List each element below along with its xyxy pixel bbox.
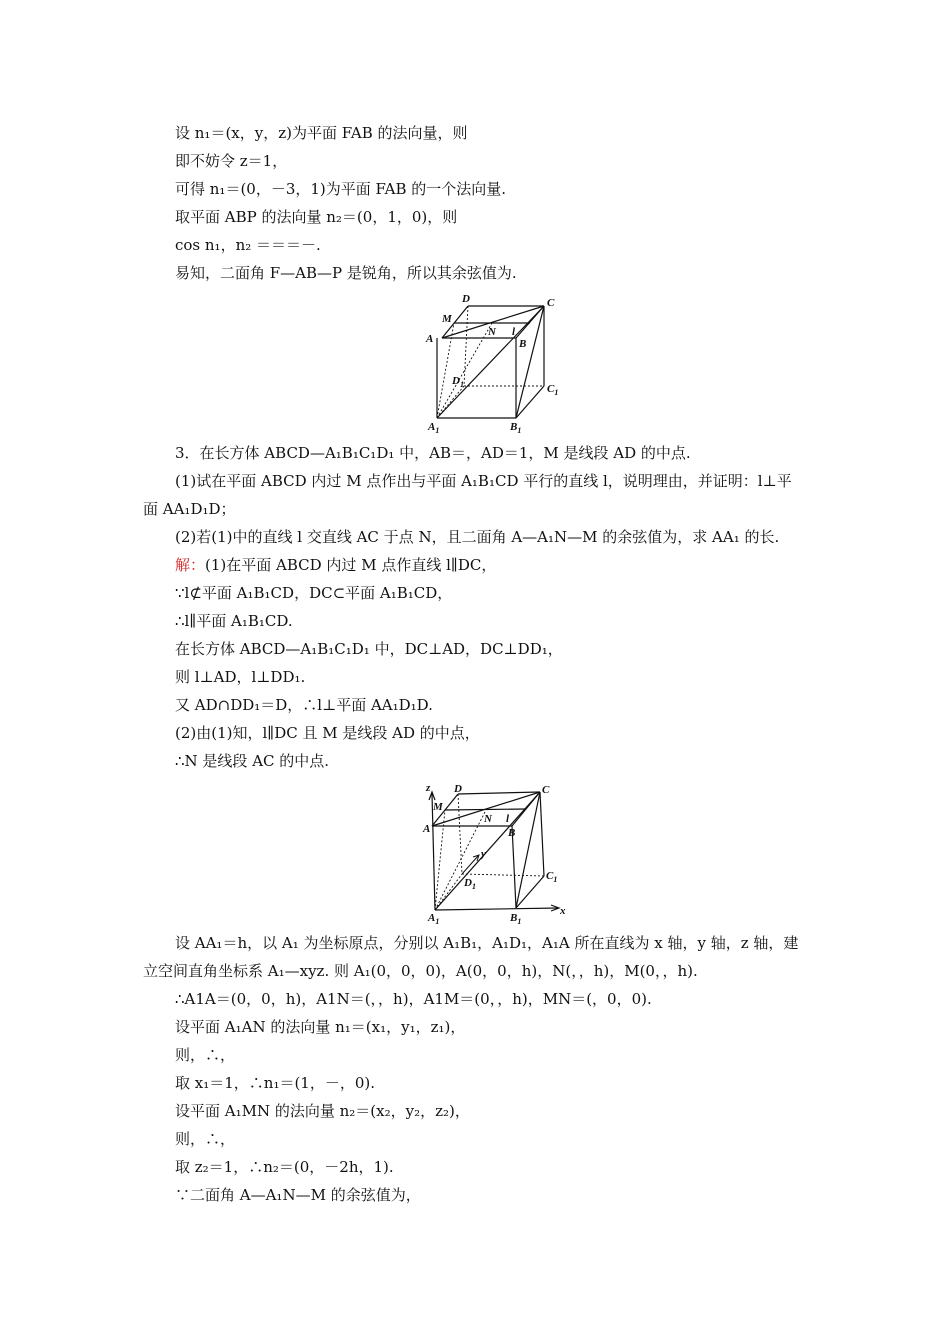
solution-line-5: 则 l⊥AD，l⊥DD₁. <box>175 668 306 686</box>
solution-line-16: 则，∴， <box>175 1130 236 1148</box>
solution-line-9: 设 AA₁＝h，以 A₁ 为坐标原点，分别以 A₁B₁，A₁D₁，A₁A 所在直线为 x 轴，y 轴，z 轴，建 <box>175 934 799 952</box>
text-line-3: 可得 n₁＝(0，－3，1)为平面 FAB 的一个法向量. <box>175 180 507 198</box>
label-M: M <box>442 313 452 325</box>
solution-line-15: 设平面 A₁MN 的法向量 n₂＝(x₂，y₂，z₂)， <box>175 1102 470 1120</box>
cuboid-figure-1 <box>420 290 565 435</box>
solution-line-3: ∴l∥平面 A₁B₁CD. <box>175 612 293 630</box>
label-D: D <box>462 293 470 305</box>
text-line-4: 取平面 ABP 的法向量 n₂＝(0，1，0)，则 <box>175 208 458 226</box>
label-N: N <box>484 813 492 825</box>
label-A1: $A_1$ <box>428 912 440 926</box>
solution-line-17: 取 z₂＝1，∴n₂＝(0，－2h，1). <box>175 1158 394 1176</box>
problem-3-statement: 3．在长方体 ABCD—A₁B₁C₁D₁ 中，AB＝，AD＝1，M 是线段 AD 的中点. <box>175 444 691 462</box>
label-y: y <box>481 848 486 860</box>
label-x: x <box>560 905 566 917</box>
text-line-2: 即不妨令 z＝1， <box>175 152 288 170</box>
solution-line-8: ∴N 是线段 AC 的中点. <box>175 752 330 770</box>
solution-line-18: ∵二面角 A—A₁N—M 的余弦值为， <box>175 1186 421 1204</box>
label-A: A <box>423 823 431 835</box>
label-N: N <box>488 326 496 338</box>
solution-line-7: (2)由(1)知，l∥DC 且 M 是线段 AD 的中点， <box>175 724 480 742</box>
solution-line-12: 设平面 A₁AN 的法向量 n₁＝(x₁，y₁，z₁)， <box>175 1018 466 1036</box>
solution-line-13: 则，∴， <box>175 1046 236 1064</box>
solution-line-2: ∵l⊄平面 A₁B₁CD，DC⊂平面 A₁B₁CD， <box>175 584 453 602</box>
label-l: l <box>512 326 516 338</box>
solution-line-14: 取 x₁＝1，∴n₁＝(1，－，0). <box>175 1074 376 1092</box>
text-line-5: cos n₁，n₂ ＝＝＝－. <box>175 236 321 254</box>
label-C: C <box>542 784 550 796</box>
solution-line-1: 解：(1)在平面 ABCD 内过 M 点作直线 l∥DC， <box>175 556 497 574</box>
label-B1: $B_1$ <box>510 912 522 926</box>
label-C: C <box>547 297 555 309</box>
text-line-1: 设 n₁＝(x，y，z)为平面 FAB 的法向量，则 <box>175 124 468 142</box>
label-B: B <box>519 338 527 350</box>
label-l: l <box>506 813 510 825</box>
label-A1: $A_1$ <box>428 421 440 435</box>
label-A: A <box>426 333 434 345</box>
cuboid-figure-2 <box>420 780 570 926</box>
label-D1: $D_1$ <box>452 375 464 389</box>
label-C1: $C_1$ <box>546 870 558 884</box>
label-C1: $C_1$ <box>547 383 559 397</box>
solution-line-4: 在长方体 ABCD—A₁B₁C₁D₁ 中，DC⊥AD，DC⊥DD₁， <box>175 640 563 658</box>
solution-line-10: 立空间直角坐标系 A₁—xyz. 则 A₁(0，0，0)，A(0，0，h)，N(，，h)，M(0，，h). <box>143 962 698 980</box>
label-z: z <box>426 782 431 794</box>
problem-3-part-1-cont: 面 AA₁D₁D； <box>143 500 236 518</box>
label-M: M <box>433 801 443 813</box>
label-B: B <box>508 827 516 839</box>
text-line-6: 易知，二面角 F—AB—P 是锐角，所以其余弦值为. <box>175 264 517 282</box>
label-D: D <box>454 783 462 795</box>
label-B1: $B_1$ <box>510 421 522 435</box>
solution-line-6: 又 AD∩DD₁＝D，∴l⊥平面 AA₁D₁D. <box>175 696 433 714</box>
problem-3-part-2: (2)若(1)中的直线 l 交直线 AC 于点 N，且二面角 A—A₁N—M 的余弦值为，求 AA₁ 的长. <box>175 528 780 546</box>
solution-line-11: ∴A1A＝(0，0，h)，A1N＝(，，h)，A1M＝(0，，h)，MN＝(，0，0). <box>175 990 652 1008</box>
solution-label: 解： <box>175 556 206 574</box>
label-D1: $D_1$ <box>464 877 476 891</box>
problem-3-part-1: (1)试在平面 ABCD 内过 M 点作出与平面 A₁B₁CD 平行的直线 l，说明理由，并证明：l⊥平 <box>175 472 792 490</box>
